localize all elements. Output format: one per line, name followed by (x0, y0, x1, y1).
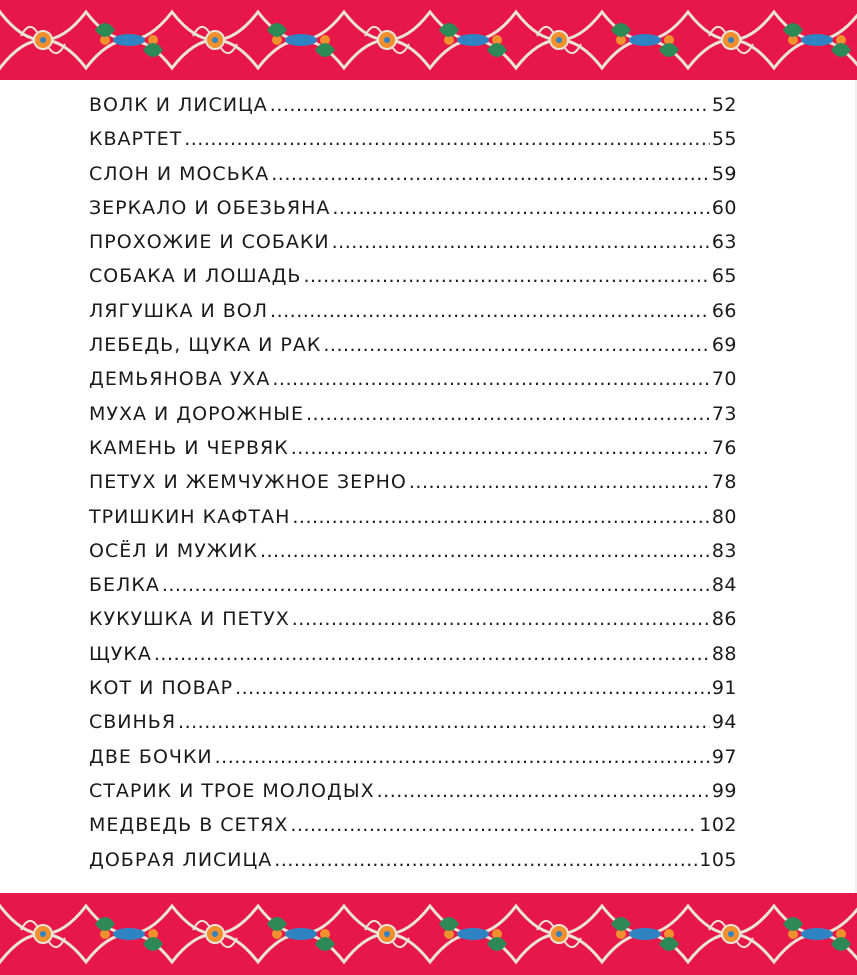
toc-entry[interactable] (89, 568, 737, 602)
toc-entry-title: ПРОХОЖИЕ И СОБАКИ (89, 231, 330, 254)
toc-entry-title: ДОБРАЯ ЛИСИЦА (89, 848, 273, 871)
toc-entry-title: КАМЕНЬ И ЧЕРВЯК (89, 436, 289, 459)
toc-entry-title: КУКУШКА И ПЕТУХ (89, 608, 290, 631)
toc-entry-page: 102 (699, 814, 737, 837)
toc-entry[interactable] (89, 157, 737, 191)
toc-entry[interactable] (89, 328, 737, 362)
toc-entry-page: 73 (711, 402, 737, 425)
toc-entry[interactable] (89, 362, 737, 396)
toc-entry-page: 91 (711, 677, 737, 700)
dot-leader (270, 88, 710, 122)
toc-entry-title: ЛЕБЕДЬ, ЩУКА И РАК (89, 334, 322, 357)
toc-entry[interactable] (89, 843, 737, 877)
toc-entry-page: 99 (711, 779, 737, 802)
toc-entry-page: 86 (711, 608, 737, 631)
toc-entry-title: СВИНЬЯ (89, 711, 177, 734)
toc-entry[interactable] (89, 465, 737, 499)
toc-entry[interactable] (89, 808, 737, 842)
toc-entry[interactable] (89, 500, 737, 534)
toc-entry-title: КВАРТЕТ (89, 128, 183, 151)
dot-leader (332, 225, 710, 259)
dot-leader (260, 534, 710, 568)
toc-entry-page: 63 (711, 231, 737, 254)
toc-entry-title: ЗЕРКАЛО И ОБЕЗЬЯНА (89, 196, 331, 219)
dot-leader (291, 431, 710, 465)
dot-leader (215, 740, 710, 774)
toc-entry-page: 65 (711, 265, 737, 288)
toc-entry[interactable] (89, 705, 737, 739)
dot-leader (154, 637, 710, 671)
toc-entry[interactable] (89, 191, 737, 225)
toc-entry-page: 84 (711, 574, 737, 597)
toc-entry-page: 78 (711, 471, 737, 494)
dot-leader (290, 808, 697, 842)
toc-entry-page: 88 (711, 642, 737, 665)
toc-entry-title: СТАРИК И ТРОЕ МОЛОДЫХ (89, 779, 375, 802)
toc-entry-title: ЩУКА (89, 642, 152, 665)
floral-border-ornament (0, 893, 857, 975)
toc-entry-title: МУХА И ДОРОЖНЫЕ (89, 402, 305, 425)
dot-leader (303, 259, 709, 293)
toc-entry[interactable] (89, 259, 737, 293)
toc-entry-title: БЕЛКА (89, 574, 160, 597)
toc-entry[interactable] (89, 740, 737, 774)
toc-entry-title: ЛЯГУШКА И ВОЛ (89, 299, 269, 322)
toc-entry[interactable] (89, 774, 737, 808)
toc-entry-page: 105 (699, 848, 737, 871)
top-ornamental-border (0, 0, 857, 80)
floral-border-ornament (0, 0, 857, 80)
dot-leader (271, 157, 710, 191)
dot-leader (272, 362, 709, 396)
toc-entry-title: КОТ И ПОВАР (89, 677, 234, 700)
toc-entry-page: 80 (711, 505, 737, 528)
dot-leader (306, 397, 710, 431)
dot-leader (270, 294, 710, 328)
dot-leader (323, 328, 709, 362)
toc-entry-title: ОСЁЛ И МУЖИК (89, 539, 258, 562)
toc-entry-page: 97 (711, 745, 737, 768)
toc-entry[interactable] (89, 88, 737, 122)
dot-leader (162, 568, 710, 602)
toc-entry[interactable] (89, 122, 737, 156)
toc-entry-page: 60 (711, 196, 737, 219)
toc-entry[interactable] (89, 225, 737, 259)
toc-entry-title: ДВЕ БОЧКИ (89, 745, 213, 768)
bottom-ornamental-border (0, 893, 857, 975)
toc-entry-title: МЕДВЕДЬ В СЕТЯХ (89, 814, 289, 837)
toc-entry-page: 83 (711, 539, 737, 562)
toc-entry[interactable] (89, 397, 737, 431)
toc-entry-title: ТРИШКИН КАФТАН (89, 505, 291, 528)
toc-entry[interactable] (89, 637, 737, 671)
dot-leader (292, 500, 709, 534)
toc-entry[interactable] (89, 431, 737, 465)
dot-leader (274, 843, 697, 877)
dot-leader (292, 602, 710, 636)
toc-entry-page: 59 (711, 162, 737, 185)
toc-entry[interactable] (89, 602, 737, 636)
toc-entry[interactable] (89, 294, 737, 328)
dot-leader (235, 671, 710, 705)
dot-leader (409, 465, 710, 499)
dot-leader (184, 122, 710, 156)
dot-leader (332, 191, 709, 225)
toc-entry-title: ПЕТУХ И ЖЕМЧУЖНОЕ ЗЕРНО (89, 471, 407, 494)
toc-entry-page: 70 (711, 368, 737, 391)
toc-entry-title: СОБАКА И ЛОШАДЬ (89, 265, 302, 288)
toc-entry[interactable] (89, 671, 737, 705)
table-of-contents (89, 88, 737, 877)
toc-entry-title: СЛОН И МОСЬКА (89, 162, 270, 185)
dot-leader (377, 774, 710, 808)
toc-entry-title: ВОЛК И ЛИСИЦА (89, 94, 268, 116)
toc-entry-page: 76 (711, 436, 737, 459)
toc-entry[interactable] (89, 534, 737, 568)
toc-entry-page: 55 (711, 128, 737, 151)
toc-entry-page: 94 (711, 711, 737, 734)
toc-entry-page: 69 (711, 334, 737, 357)
toc-entry-title: ДЕМЬЯНОВА УХА (89, 368, 271, 391)
toc-entry-page: 66 (711, 299, 737, 322)
toc-entry-page: 52 (711, 94, 737, 116)
dot-leader (178, 705, 710, 739)
